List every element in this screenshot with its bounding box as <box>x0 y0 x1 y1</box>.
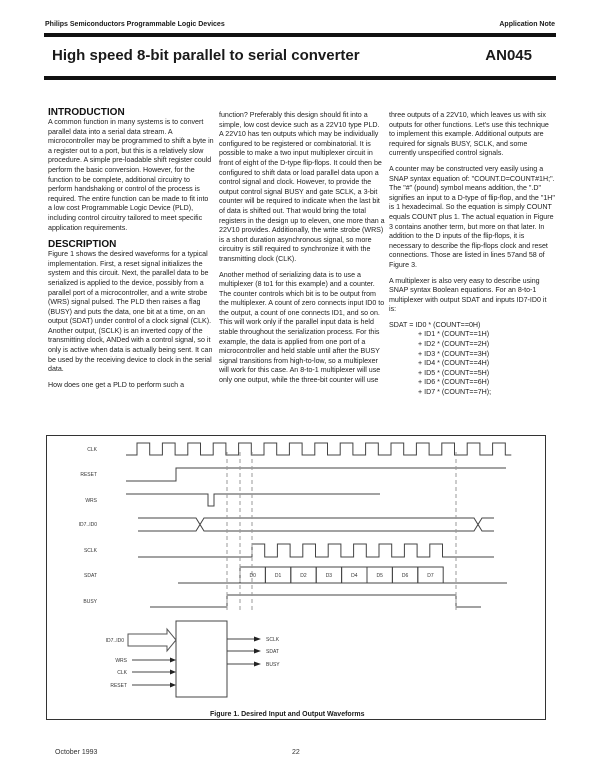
equation-line: SDAT = ID0 * (COUNT==0H) <box>389 320 481 329</box>
block-input-label-clk: CLK <box>117 670 127 676</box>
description-paragraph: Figure 1 shows the desired waveforms for a typical implementation. First, a reset signal initializes the system and this circuit. Next, the parallel data to be serialized is applied to the device, possibly from a parallel port of a microcontroller, and a write strobe (WRS) signal pulsed. The PLD then raises a flag (BUSY) and puts the data, one bit at a time, on an output (SDAT) under control of a clock signal (CLK). Another output, (SCLK) is an inverted copy of the transmitting clock, ANDed with a control signal, so it only is active when data is actually being sent. It can be used by the receiving device to clock in the serial data. <box>48 250 213 374</box>
arrowhead-icon <box>254 649 261 654</box>
block-output-label-sdat: SDAT <box>266 649 279 655</box>
signal-label-reset: RESET <box>80 472 97 478</box>
equation-line: + ID3 * (COUNT==3H) <box>418 349 490 358</box>
signal-label-sdat: SDAT <box>84 573 97 579</box>
footer-date: October 1993 <box>55 749 98 756</box>
intro-heading: INTRODUCTION <box>48 107 125 118</box>
pld-block <box>176 621 227 697</box>
sdat-bit-label: D6 <box>401 573 409 579</box>
signal-label-sclk: SCLK <box>83 548 97 554</box>
sclk-waveform <box>138 544 494 557</box>
bus-waveform-bottom <box>138 525 494 532</box>
figure-caption: Figure 1. Desired Input and Output Waveforms <box>210 711 365 718</box>
equation-line: + ID2 * (COUNT==2H) <box>418 340 490 349</box>
reset-waveform <box>126 468 506 481</box>
equation-line: + ID4 * (COUNT==4H) <box>418 359 490 368</box>
signal-label-clk: CLK <box>87 447 97 453</box>
header-company: Philips Semiconductors Programmable Logic Devices <box>45 21 225 28</box>
page-number: 22 <box>292 749 300 756</box>
signal-label-wrs: WRS <box>85 498 97 504</box>
clk-waveform <box>126 443 511 455</box>
sdat-bit-label: D3 <box>325 573 333 579</box>
signal-label-id7id0: ID7..ID0 <box>78 522 97 528</box>
sdat-bit-label: D0 <box>249 573 256 579</box>
col3-paragraph-1: three outputs of a 22V10, which leaves us with six outputs for other functions. Let's use this technique to implement this example. Additional outputs are required for signals BUSY, SCLK, and some currently unspecified control signals. <box>389 111 549 158</box>
arrowhead-icon <box>170 683 176 688</box>
doc-number: AN045 <box>485 47 532 64</box>
wrs-waveform <box>126 494 380 506</box>
sdat-bit-label: D2 <box>300 573 307 579</box>
intro-paragraph: A common function in many systems is to convert parallel data into a serial data stream. A microcontroller may be programmed to shift a byte in a register out to a port, but this is a relatively slow procedure. A simple pre-loadable shift register could perform the basic conversion. However, for the function to be complete, additional circuitry to perform handshaking or control of the process is required. The entire function can be made to fit into a low cost Programmable Logic Device (PLD), including control circuitry tailored to meet specific application requirements. <box>48 118 214 232</box>
sdat-bit-label: D4 <box>351 573 358 579</box>
description-paragraph-2: How does one get a PLD to perform such a <box>48 380 185 389</box>
signal-label-busy: BUSY <box>83 599 97 605</box>
arrowhead-icon <box>170 670 176 675</box>
col3-paragraph-3: A multiplexer is also very easy to describe using SNAP syntax Boolean equations. For an 8-to-1 multiplexer with output SDAT and inputs ID7-ID0 it is: <box>389 276 547 314</box>
block-input-label-reset: RESET <box>110 683 127 689</box>
bus-input-label: ID7..ID0 <box>105 638 124 644</box>
sdat-bit-label: D5 <box>376 573 383 579</box>
block-input-label-wrs: WRS <box>115 658 127 664</box>
col2-paragraph-1: function? Preferably this design should fit into a simple, low cost device such as a 22V10 type PLD. A 22V10 has ten outputs which may be individually configured to be registered or combinatorial. It is possible to make a two input multiplexer circuit in front of eight of the D-type flip-flops. It could then be configured to shift data or load parallel data upon a control signal and clock. However, to provide the output control signal BUSY and gate SCLK, a 3-bit counter will be required to indicate when the last bit of data is shifted out. That would bring the total registers in the design up to eleven, one more than a 22V10 provides. Additionally, the write strobe (WRS) is a short duration asynchronous signal, so more circuitry is still required to synchronize it with the transmitting clock (CLK). <box>219 111 385 263</box>
block-output-label-busy: BUSY <box>266 662 280 668</box>
header-doc-type: Application Note <box>499 21 555 28</box>
equation-line: + ID6 * (COUNT==6H) <box>418 378 490 387</box>
arrowhead-icon <box>254 662 261 667</box>
description-heading: DESCRIPTION <box>48 239 117 251</box>
bus-waveform-top <box>138 518 494 525</box>
arrowhead-icon <box>254 637 261 642</box>
busy-waveform <box>150 595 481 607</box>
sdat-bit-label: D7 <box>427 573 434 579</box>
equation-line: + ID5 * (COUNT==5H) <box>418 368 490 377</box>
block-output-label-sclk: SCLK <box>266 637 280 643</box>
sdat-bit-label: D1 <box>274 573 282 579</box>
bus-input-arrow <box>128 629 176 651</box>
page-title: High speed 8-bit parallel to serial converter <box>52 47 360 64</box>
equation-line: + ID7 * (COUNT==7H); <box>418 388 492 397</box>
col3-paragraph-2: A counter may be constructed very easily using a SNAP syntax equation of: "COUNT.D=COUNT#1H;". The "#" (pound) symbol means addition, the ".D" signifies an input to a D-type of flip-flop, and the "1H" is 1 hexadecimal. So the equation is simply COUNT equals COUNT plus 1. The actual equation in Figure 3 contains another term, but more on that later. In addition to the D inputs of the flip-flops, it is necessary to describe the flip-flops clock and reset connections. Those are listed in lines 57and 58 of Figure 3. <box>389 164 555 269</box>
col2-paragraph-2: Another method of serializing data is to use a multiplexer (8 to1 for this example) and a counter. The counter controls which bit is to be output from the multiplexer. A count of zero connects input ID0 to the output, a count of one connects ID1, and so on. This will work only if the parallel input data is held stable throughout the serialization process. For this example, the data is applied from one port of a microcontroller and held stable until after the BUSY signal transitions from high-to-low, so a multiplexer will work for this case. An 8-to-1 multiplexer will use only one output, while the three-bit counter will use <box>219 270 385 385</box>
equation-line: + ID1 * (COUNT==1H) <box>418 330 490 339</box>
arrowhead-icon <box>170 658 176 663</box>
